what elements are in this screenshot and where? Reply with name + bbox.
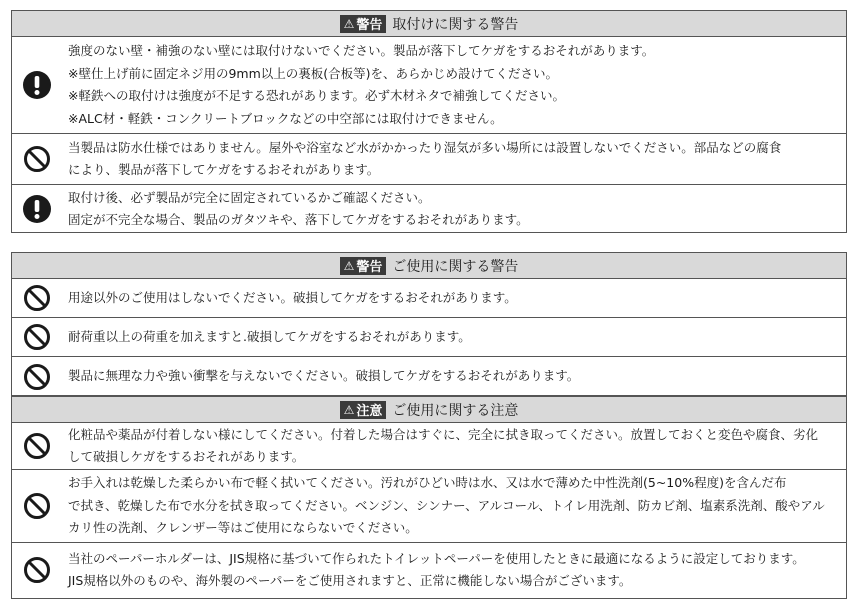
section-header	[12, 396, 846, 423]
notice-row	[12, 185, 846, 233]
section-header	[12, 253, 846, 279]
section-title: 取付けに関する警告	[392, 16, 519, 33]
exclamation-icon	[12, 194, 62, 224]
prohibition-icon	[12, 492, 62, 520]
mounting-warning-section	[11, 10, 847, 233]
prohibition-icon	[12, 363, 62, 391]
notice-text: 取付け後、必ず製品が完全に固定されているかご確認ください。 固定が不完全な場合、製品のガタツキや、落下してケガをするおそれがあります。	[68, 189, 529, 227]
notice-text: 強度のない壁・補強のない壁には取付けないでください。製品が落下してケガをするおそれがあります。 ※壁仕上げ前に固定ネジ用の9mm以上の裏板(合板等)を、あらかじめ設けてください。 ※軽鉄への取付けは強度が不足する恐れがあります。必ず木材ネタで補強してください。 ※ALC材・軽鉄・コンクリートブロックなどの中空部には取付けできません。	[68, 43, 655, 126]
notice-text: 耐荷重以上の荷重を加えますと.破損してケガをするおそれがあります。	[68, 328, 471, 344]
notice-row	[12, 134, 846, 185]
warning-triangle-icon: ⚠	[343, 402, 355, 417]
notice-text: 当製品は防水仕様ではありません。屋外や浴室など水がかかったり湿気が多い場所には設置しないでください。部品などの腐食 により、製品が落下してケガをするおそれがあります。	[68, 139, 782, 177]
prohibition-icon	[12, 556, 62, 584]
notice-text: お手入れは乾燥した柔らかい布で軽く拭いてください。汚れがひどい時は水、又は水で薄めた中性洗剤(5~10%程度)を含んだ布 で拭き、乾燥した布で水分を拭き取ってください。ベンジン、シンナー、アルコール、トイレ用洗剤、防カビ剤、塩素系洗剤、酸やアル カリ性の洗剤、クレンザー等はご使用にならないでください。	[68, 475, 825, 536]
section-title: ご使用に関する注意	[392, 402, 519, 419]
notice-row	[12, 37, 846, 134]
notice-row	[12, 470, 846, 543]
warning-triangle-icon: ⚠	[343, 258, 355, 273]
prohibition-icon	[12, 323, 62, 351]
notice-row	[12, 543, 846, 597]
caution-signal-badge: ⚠ 注意	[340, 401, 387, 419]
usage-caution-section	[11, 396, 847, 599]
notice-row	[12, 357, 846, 396]
notice-text: 化粧品や薬品が付着しない様にしてください。付着した場合はすぐに、完全に拭き取ってください。放置しておくと変色や腐食、劣化 して破損しケガをするおそれがあります。	[68, 426, 819, 464]
prohibition-icon	[12, 145, 62, 173]
section-title: ご使用に関する警告	[392, 258, 519, 275]
warning-signal-badge: ⚠ 警告	[340, 15, 387, 33]
notice-row	[12, 318, 846, 357]
section-header	[12, 11, 846, 37]
exclamation-icon	[12, 70, 62, 100]
prohibition-icon	[12, 432, 62, 460]
notice-row	[12, 423, 846, 470]
usage-warning-section	[11, 252, 847, 396]
warning-signal-badge: ⚠ 警告	[340, 257, 387, 275]
notice-text: 製品に無理な力や強い衝撃を与えないでください。破損してケガをするおそれがあります。	[68, 368, 580, 384]
warning-triangle-icon: ⚠	[343, 16, 355, 31]
prohibition-icon	[12, 284, 62, 312]
notice-text: 用途以外のご使用はしないでください。破損してケガをするおそれがあります。	[68, 289, 517, 305]
notice-text: 当社のペーパーホルダーは、JIS規格に基づいて作られたトイレットペーパーを使用したときに最適になるように設定しております。 JIS規格以外のものや、海外製のペーパーをご使用されますと、正常に機能しない場合がございます。	[68, 550, 805, 588]
notice-row	[12, 279, 846, 318]
